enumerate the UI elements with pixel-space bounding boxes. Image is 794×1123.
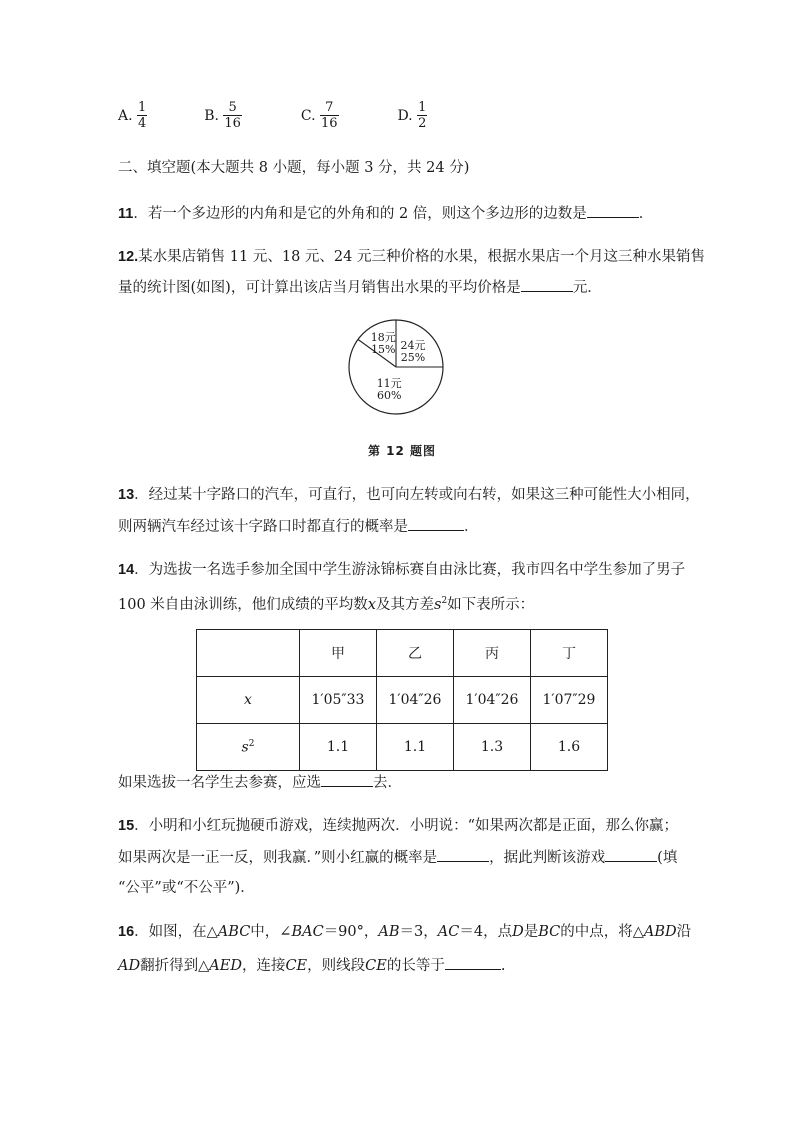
table-cell: 1.6 <box>531 724 608 771</box>
fraction-a-denominator: 4 <box>138 116 147 131</box>
fraction-c-denominator: 16 <box>320 116 338 131</box>
question-text: ，据此判断该游戏 <box>489 850 606 866</box>
question-text: ．小明和小红玩抛硬币游戏，连续抛两次．小明说：“如果两次都是正面，那么你赢； <box>134 818 679 834</box>
row-label-text: x <box>244 692 252 708</box>
table-row-label <box>197 724 300 771</box>
pie-slice-category-label: 24元 <box>400 339 426 353</box>
table-cell: 1′04″26 <box>454 677 531 724</box>
question-14-line1 <box>118 560 685 580</box>
question-15-line1 <box>118 816 678 836</box>
math-var: BC <box>538 924 561 940</box>
table-cell <box>197 630 300 677</box>
question-12-line1 <box>118 247 705 267</box>
question-13-line2 <box>118 516 479 537</box>
question-text: “公平”或“不公平”)． <box>118 880 255 896</box>
question-number: 13 <box>118 487 135 503</box>
option-c-label: C. <box>300 107 316 124</box>
table-cell: 1′04″26 <box>377 677 454 724</box>
question-13-line1 <box>118 485 700 505</box>
fraction-b-denominator: 16 <box>224 116 241 131</box>
question-15-line3 <box>118 878 255 898</box>
superscript: 2 <box>248 738 255 749</box>
answer-blank[interactable] <box>605 847 657 862</box>
question-text: 的长等于 <box>386 958 445 974</box>
math-var: ABC <box>217 924 251 940</box>
question-end: . <box>500 958 506 974</box>
pie-chart <box>340 315 460 425</box>
q10-options <box>118 100 427 131</box>
answer-blank[interactable] <box>437 847 489 862</box>
question-number: 14 <box>118 562 135 578</box>
question-text: 沿 <box>676 924 692 940</box>
math-var: D <box>512 924 524 940</box>
question-end: ． <box>464 519 479 535</box>
question-text: ，连接 <box>241 958 286 974</box>
question-text: 100 米自由泳训练，他们成绩的平均数 <box>118 596 368 613</box>
row-label-text: s <box>241 739 249 756</box>
table-cell: 甲 <box>300 630 377 677</box>
question-11 <box>118 203 653 224</box>
fraction-c <box>320 100 339 131</box>
fraction-d <box>417 100 427 131</box>
question-text: ．如图，在△ <box>134 924 218 940</box>
question-16-line1 <box>118 922 691 942</box>
question-text: 及其方差 <box>375 596 434 613</box>
math-var: CE <box>285 958 308 974</box>
option-a <box>118 100 152 131</box>
question-16-line2 <box>118 955 505 976</box>
math-var: AB <box>378 924 400 940</box>
question-text: (填 <box>657 850 678 866</box>
option-d-label: D. <box>397 107 413 124</box>
math-var: AED <box>209 958 242 974</box>
question-end: 元． <box>572 280 602 296</box>
pie-slice-category-label: 18元 <box>370 331 396 345</box>
table-cell: 丁 <box>531 630 608 677</box>
pie-slice-percent-label: 15% <box>371 343 396 357</box>
question-number: 16 <box>118 924 135 940</box>
question-text: 翻折得到△ <box>140 958 210 974</box>
question-end: ． <box>638 206 654 222</box>
question-text: 则两辆汽车经过该十字路口时都直行的概率是 <box>118 519 408 535</box>
option-c <box>300 100 343 131</box>
figure-caption: 第 12 题图 <box>368 444 437 458</box>
question-text: ．经过某十字路口的汽车，可直行，也可向左转或向右转，如果这三种可能性大小相同， <box>134 487 700 503</box>
answer-blank[interactable] <box>408 516 464 531</box>
table-cell: 1′05″33 <box>300 677 377 724</box>
math-var: AC <box>437 924 460 940</box>
math-var: ABD <box>643 924 677 940</box>
question-end: 去． <box>373 775 402 791</box>
question-12-line2 <box>118 277 602 298</box>
table-row-header <box>197 630 608 677</box>
fraction-a <box>137 100 147 131</box>
pie-slice-percent-label: 60% <box>376 388 402 402</box>
fraction-b <box>223 100 242 131</box>
question-text: 如果选拔一名学生去参赛，应选 <box>118 775 321 791</box>
question-text: 量的统计图(如图)，可计算出该店当月销售出水果的平均价格是 <box>118 280 521 296</box>
table-row-variance <box>197 724 608 771</box>
option-b-label: B. <box>204 107 219 124</box>
question-text: 如果两次是一正一反，则我赢．”则小红赢的概率是 <box>118 850 438 866</box>
question-text: 如下表所示： <box>447 596 535 613</box>
question-text: 的中点，将△ <box>560 924 644 940</box>
table-row-mean <box>197 677 608 724</box>
question-text: ．若一个多边形的内角和是它的外角和的 2 倍，则这个多边形的边数是 <box>133 206 587 222</box>
section-heading: 二、填空题(本大题共 8 小题，每小题 3 分，共 24 分) <box>118 160 470 176</box>
table-cell: 1.1 <box>377 724 454 771</box>
question-text: ，则线段 <box>307 958 366 974</box>
option-b <box>204 100 246 131</box>
answer-blank[interactable] <box>445 955 501 970</box>
question-number: 12. <box>118 249 139 265</box>
question-14-after <box>118 772 402 793</box>
table-cell: 1.3 <box>454 724 531 771</box>
table-cell: 1.1 <box>300 724 377 771</box>
table-cell: 丙 <box>454 630 531 677</box>
variance-symbol: s <box>433 596 442 613</box>
fraction-a-numerator: 1 <box>138 100 147 115</box>
question-text: ＝3， <box>399 924 438 940</box>
question-15-line2 <box>118 847 677 868</box>
question-text: ＝4，点 <box>459 924 513 940</box>
answer-blank[interactable] <box>587 203 639 218</box>
fraction-c-numerator: 7 <box>320 100 339 116</box>
table-cell: 乙 <box>377 630 454 677</box>
math-var: CE <box>365 958 387 974</box>
question-text: 是 <box>523 924 539 940</box>
fraction-b-numerator: 5 <box>223 100 242 116</box>
question-text: ＝90°， <box>323 924 379 940</box>
option-d <box>397 100 427 131</box>
question-number: 11 <box>118 206 134 222</box>
fraction-d-denominator: 2 <box>418 116 427 131</box>
question-14-line2 <box>118 591 534 615</box>
question-text: 中，∠ <box>250 924 292 940</box>
math-var: BAC <box>291 924 324 940</box>
pie-slice-percent-label: 25% <box>400 351 426 365</box>
question-text: ．为选拔一名选手参加全国中学生游泳锦标赛自由泳比赛，我市四名中学生参加了男子 <box>134 562 686 578</box>
math-var: AD <box>118 958 141 974</box>
table-cell: 1′07″29 <box>531 677 608 724</box>
mean-symbol: x <box>367 596 376 613</box>
question-number: 15 <box>118 818 135 834</box>
superscript: 2 <box>441 596 448 606</box>
table-row-label <box>197 677 300 724</box>
question-text: 某水果店销售 11 元、18 元、24 元三种价格的水果，根据水果店一个月这三种水果销售 <box>138 249 705 265</box>
option-a-label: A. <box>118 107 133 124</box>
pie-slice-category-label: 11元 <box>376 376 402 390</box>
score-table <box>196 629 608 771</box>
answer-blank[interactable] <box>521 277 573 292</box>
fraction-d-numerator: 1 <box>418 100 427 115</box>
answer-blank[interactable] <box>321 772 373 787</box>
